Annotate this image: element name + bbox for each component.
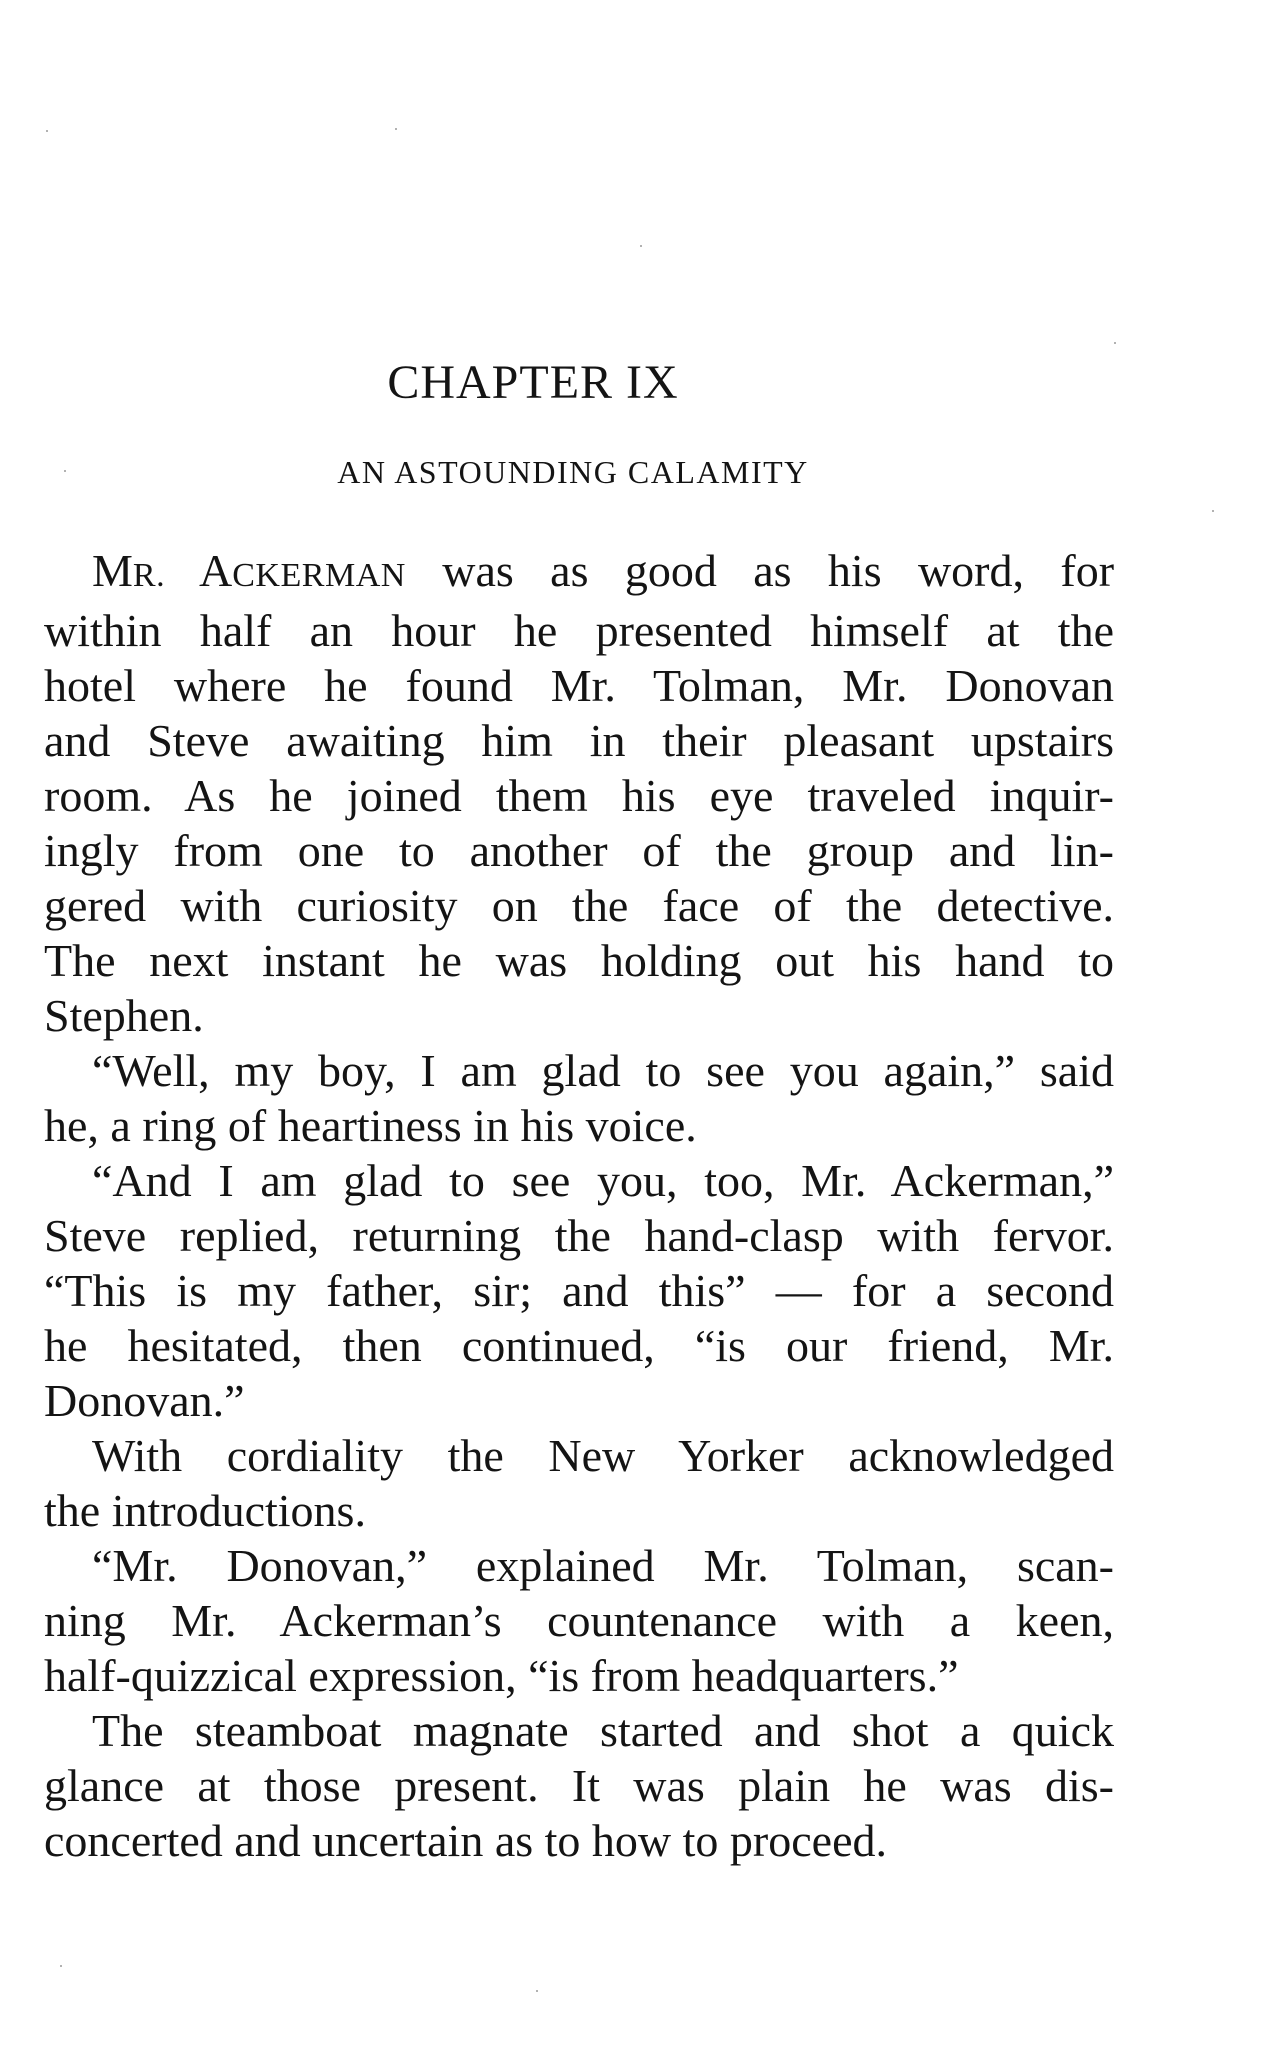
text-line: The next instant he was holding out his hand to <box>44 935 1114 986</box>
paper-speck <box>395 128 397 130</box>
opening-name-initial: A <box>198 545 233 596</box>
text-line: within half an hour he presented himself at the <box>44 605 1114 656</box>
text-line: concerted and uncertain as to how to proceed. <box>44 1815 887 1866</box>
text-line: room. As he joined them his eye traveled inquir- <box>44 770 1114 821</box>
paragraph <box>44 1153 1114 1428</box>
paper-speck <box>60 1965 62 1967</box>
paper-speck <box>536 1990 538 1992</box>
text-line: Donovan.” <box>44 1375 245 1426</box>
opening-line-rest: was as good as his word, for <box>405 545 1115 596</box>
opening-line <box>44 543 1114 603</box>
paper-speck <box>640 245 642 247</box>
text-line: he hesitated, then continued, “is our friend, Mr. <box>44 1320 1114 1371</box>
text-line: “This is my father, sir; and this” — for a second <box>44 1265 1114 1316</box>
opening-name-smallcaps: R. <box>132 557 166 594</box>
text-line: The steamboat magnate started and shot a quick <box>92 1705 1114 1756</box>
text-line: ning Mr. Ackerman’s countenance with a keen, <box>44 1595 1114 1646</box>
text-line: Stephen. <box>44 990 204 1041</box>
text-line: “Mr. Donovan,” explained Mr. Tolman, scan- <box>92 1540 1114 1591</box>
paragraph <box>44 543 1114 1043</box>
text-line: the introductions. <box>44 1485 366 1536</box>
text-line: and Steve awaiting him in their pleasant upstairs <box>44 715 1114 766</box>
opening-name-initial: M <box>92 545 133 596</box>
paper-speck <box>1114 342 1116 344</box>
text-line: “And I am glad to see you, too, Mr. Ackerman,” <box>92 1155 1114 1206</box>
text-line: ingly from one to another of the group and lin- <box>44 825 1114 876</box>
text-line: “Well, my boy, I am glad to see you again,” said <box>92 1045 1114 1096</box>
opening-name-smallcaps: CKERMAN <box>232 557 406 594</box>
paragraph <box>44 1703 1114 1868</box>
text-line: half-quizzical expression, “is from headquarters.” <box>44 1650 959 1701</box>
paragraph <box>44 1428 1114 1538</box>
paragraph <box>44 1538 1114 1703</box>
text-line: hotel where he found Mr. Tolman, Mr. Donovan <box>44 660 1114 711</box>
text-line: he, a ring of heartiness in his voice. <box>44 1100 697 1151</box>
chapter-title: CHAPTER IX <box>387 356 679 409</box>
text-line: glance at those present. It was plain he was dis- <box>44 1760 1114 1811</box>
paragraph <box>44 1043 1114 1153</box>
text-line: Steve replied, returning the hand-clasp with fervor. <box>44 1210 1114 1261</box>
text-line: With cordiality the New Yorker acknowledged <box>92 1430 1114 1481</box>
paper-speck <box>1212 510 1214 512</box>
chapter-subtitle: AN ASTOUNDING CALAMITY <box>337 454 809 490</box>
paper-speck <box>46 130 48 132</box>
text-line: gered with curiosity on the face of the detective. <box>44 880 1114 931</box>
body-text <box>44 543 1114 1868</box>
